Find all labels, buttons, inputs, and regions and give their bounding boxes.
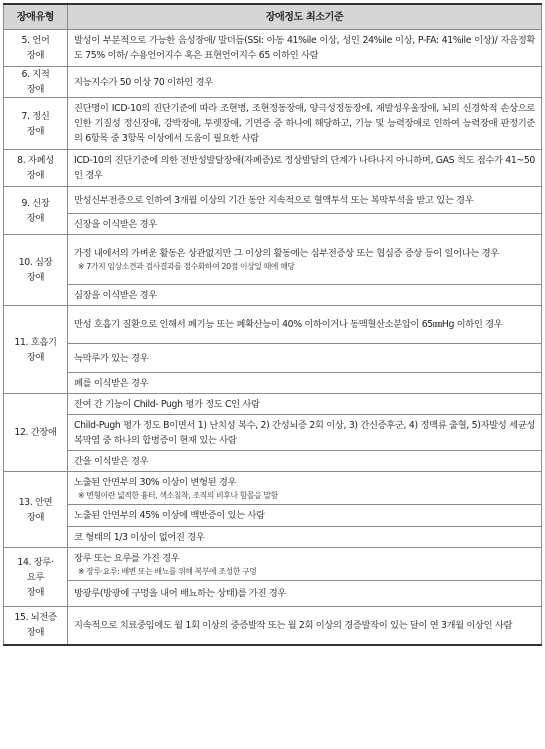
disability-type-label: 8. 자폐성 장애 [17,155,54,181]
criterion-text: 간을 이식받은 경우 [74,455,149,467]
criterion-cell [68,451,542,472]
criterion-text: 늑막루가 있는 경우 [74,352,149,364]
disability-type-label: 9. 신장 장애 [21,197,50,224]
disability-type-label: 6. 지적 장애 [21,69,50,95]
criterion-cell [68,527,542,548]
criterion-text: ICD-10의 진단기준에 의한 전반성발달장애(자폐증)로 정상발달의 단계가 나타나지 아니하며, GAS 척도 점수가 41~50인 경우 [74,155,535,181]
disability-type-label: 13. 안면 장애 [18,496,53,523]
criterion-cell [68,98,542,150]
criterion-text: Child-Pugh 평가 정도 B이면서 1) 난치성 복수, 2) 간성뇌증 2회 이상, 3) 간신증후군, 4) 정맥류 출혈, 5)자발성 세균성 복막염 중 하나의 합병증이 현재 있는 사람 [74,419,535,446]
disability-type-label: 11. 호흡기 장애 [14,336,57,363]
disability-type-label: 7. 정신 장애 [21,110,50,137]
criterion-cell [68,548,542,581]
table-row [4,306,542,344]
criterion-cell [68,235,542,285]
criterion-cell [68,373,542,394]
table-row [4,373,542,394]
criterion-cell [68,67,542,98]
criterion-note: ※ 7가지 임상소견과 검사결과를 점수화하여 20점 이상일 때에 해당 [78,262,295,271]
table-row [4,415,542,451]
disability-type-label: 14. 장루· 요루 장애 [17,556,54,598]
table-row [4,67,542,98]
criterion-text: 방광루(방광에 구멍을 내어 배뇨하는 상태)를 가진 경우 [74,588,287,599]
criterion-cell [68,187,542,214]
criterion-cell [68,505,542,527]
criterion-text: 지속적으로 치료중임에도 월 1회 이상의 중증발작 또는 월 2회 이상의 경증발작이 있는 달이 연 3개월 이상인 사람 [74,619,513,631]
table-row [4,150,542,187]
table-row [4,581,542,607]
table-row [4,394,542,415]
criterion-text: 폐를 이식받은 경우 [74,377,149,389]
table-header-row [4,4,542,30]
criterion-note: ※ 장루·요루: 배변 또는 배뇨를 위해 복부에 조성한 구멍 [78,566,257,576]
table-row [4,344,542,373]
criterion-text: 발성이 부분적으로 가능한 음성장애/ 말더듬(SSI: 아동 41%ile 이상, 성인 24%ile 이상, P-FA: 41%ile 이상)/ 자음정확도 75% 이하/ 수용언어지수 혹은 표현언어지수 65 이하인 사람 [74,35,535,61]
disability-type-cell [4,235,68,306]
criterion-cell [68,306,542,344]
table-row [4,505,542,527]
criterion-text: 가정 내에서의 가벼운 활동은 상관없지만 그 이상의 활동에는 심부전증상 또는 협심증 증상 등이 일어나는 경우 [74,248,499,259]
criterion-cell [68,394,542,415]
table-body [4,30,542,645]
disability-type-cell [4,472,68,548]
criterion-text: 만성 호흡기 질환으로 인해서 폐기능 또는 폐확산능이 40% 이하이거나 동맥혈산소분압이 65㎜Hg 이하인 경우 [74,319,503,330]
disability-criteria-table [3,3,542,646]
disability-type-cell [4,394,68,472]
header-minimum-criteria: 장애정도 최소기준 [68,4,542,30]
criterion-cell [68,472,542,505]
disability-type-label: 10. 심장 장애 [18,257,53,283]
criterion-text: 장루 또는 요루를 가진 경우 [74,552,180,564]
criterion-text: 노출된 안면부의 30% 이상이 변형된 경우 [74,476,237,488]
disability-type-label: 15. 뇌전증 장애 [14,612,57,639]
criterion-cell [68,581,542,607]
table-row [4,472,542,505]
table-row [4,30,542,67]
disability-type-label: 5. 언어 장애 [21,35,50,61]
table-row [4,451,542,472]
criterion-cell [68,214,542,235]
disability-type-cell [4,187,68,235]
disability-type-cell [4,150,68,187]
disability-type-cell [4,67,68,98]
criterion-text: 신장을 이식받은 경우 [74,218,157,230]
disability-type-cell [4,548,68,607]
disability-type-label: 12. 간장애 [14,427,57,438]
disability-type-cell [4,607,68,645]
table-row [4,285,542,306]
disability-type-cell [4,98,68,150]
criterion-cell [68,415,542,451]
table-row [4,98,542,150]
criterion-text: 노출된 안면부의 45% 이상에 백반증이 있는 사람 [74,510,265,521]
criterion-text: 심장을 이식받은 경우 [74,289,157,301]
disability-type-cell [4,30,68,67]
criterion-text: 코 형태의 1/3 이상이 없어진 경우 [74,531,205,543]
criterion-note: ※ 변형이란 넓적한 흉터, 색소침착, 조직의 비후나 함몰을 말함 [78,490,278,500]
table-row [4,187,542,214]
criterion-cell [68,285,542,306]
table-row [4,527,542,548]
table-row [4,235,542,285]
criterion-cell [68,30,542,67]
criterion-text: 진단명이 ICD-10의 진단기준에 따라 조현병, 조현정동장애, 양극성정동장애, 재발성우울장애, 뇌의 신경학적 손상으로 인한 기질성 정신장애, 강박장애, 투렛장애, 기면증 중 하나에 해당하고, 기능 및 능력장애로 인하여 능력장애 판정기준의 6항목 중 3항목 이상에서 도움이 필요한 사람 [74,103,535,144]
header-disability-type: 장애유형 [4,4,68,30]
disability-type-cell [4,306,68,394]
table-row [4,548,542,581]
table-row [4,607,542,645]
criterion-text: 만성신부전증으로 인하여 3개월 이상의 기간 동안 지속적으로 혈액투석 또는 복막투석을 받고 있는 경우 [74,194,474,206]
criteria-document [3,3,541,646]
criterion-text: 지능지수가 50 이상 70 이하인 경우 [74,76,213,88]
table-row [4,214,542,235]
criterion-cell [68,344,542,373]
criterion-cell [68,607,542,645]
criterion-text: 잔여 간 기능이 Child- Pugh 평가 정도 C인 사람 [74,398,260,410]
criterion-cell [68,150,542,187]
